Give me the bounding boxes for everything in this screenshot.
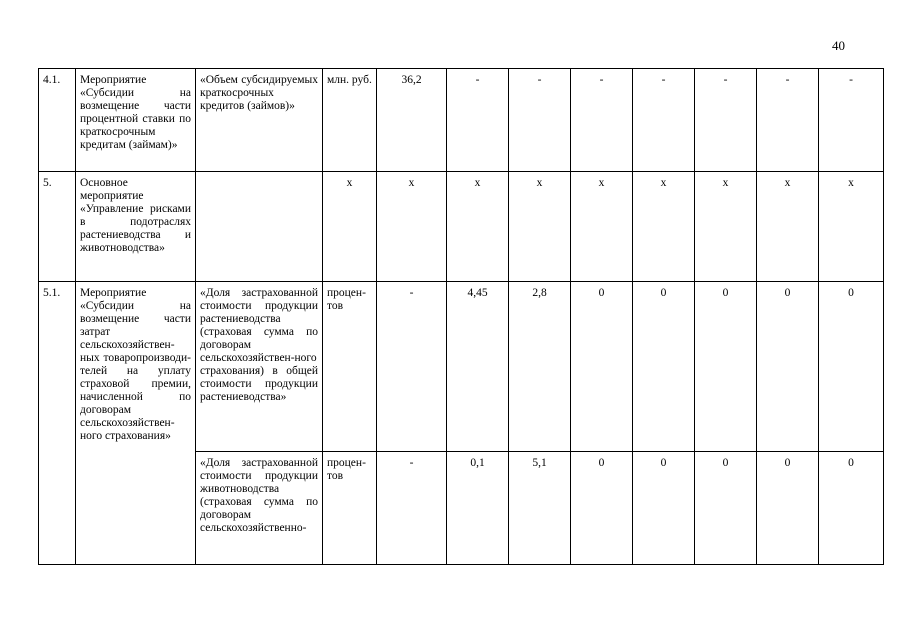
value-cell: -: [819, 69, 884, 172]
value-cell: х: [447, 172, 509, 282]
measure-name: Основное мероприятие «Управление рисками в подотраслях растениеводства и животноводства»: [76, 172, 196, 282]
value-cell: х: [509, 172, 571, 282]
value-cell: 0: [819, 282, 884, 452]
value-cell: 0: [633, 282, 695, 452]
value-cell: 5,1: [509, 452, 571, 565]
value-cell: х: [377, 172, 447, 282]
unit-cell: процен-тов: [323, 282, 377, 452]
indicator-name: [196, 172, 323, 282]
row-number: 5.: [39, 172, 76, 282]
value-cell: -: [633, 69, 695, 172]
value-cell: 36,2: [377, 69, 447, 172]
value-cell: -: [757, 69, 819, 172]
unit-cell: процен-тов: [323, 452, 377, 565]
value-cell: 0: [695, 452, 757, 565]
value-cell: -: [377, 452, 447, 565]
row-number: 4.1.: [39, 69, 76, 172]
table-row: [39, 69, 884, 172]
measure-name: Мероприятие «Субсидии на возмещение части процентной ставки по краткосрочным кредитам (займам)»: [76, 69, 196, 172]
indicator-name: «Объем субсидируемых краткосрочных кредитов (займов)»: [196, 69, 323, 172]
value-cell: 4,45: [447, 282, 509, 452]
value-cell: 0: [633, 452, 695, 565]
value-cell: -: [509, 69, 571, 172]
value-cell: х: [757, 172, 819, 282]
value-cell: -: [695, 69, 757, 172]
table-row: [39, 282, 884, 452]
row-number: 5.1.: [39, 282, 76, 565]
unit-cell: млн. руб.: [323, 69, 377, 172]
value-cell: -: [377, 282, 447, 452]
value-cell: 0: [757, 282, 819, 452]
value-cell: 0: [571, 282, 633, 452]
value-cell: х: [819, 172, 884, 282]
value-cell: х: [633, 172, 695, 282]
table-row: [39, 172, 884, 282]
value-cell: -: [447, 69, 509, 172]
value-cell: х: [695, 172, 757, 282]
measure-name: Мероприятие «Субсидии на возмещение части затрат сельскохозяйствен-ных товаропроизводи-телей на уплату страховой премии, начисленной по договорам сельскохозяйствен-ного страхования»: [76, 282, 196, 565]
indicator-name: «Доля застрахованной стоимости продукции животноводства (страховая сумма по договорам сельскохозяйственно-: [196, 452, 323, 565]
value-cell: 0,1: [447, 452, 509, 565]
indicators-table: [38, 68, 884, 565]
value-cell: 0: [695, 282, 757, 452]
value-cell: 0: [757, 452, 819, 565]
unit-cell: х: [323, 172, 377, 282]
indicator-name: «Доля застрахованной стоимости продукции растениеводства (страховая сумма по договорам сельскохозяйствен-ного страхования) в общей стоимости продукции растениеводства»: [196, 282, 323, 452]
value-cell: 2,8: [509, 282, 571, 452]
page-number: 40: [832, 38, 845, 53]
value-cell: -: [571, 69, 633, 172]
value-cell: х: [571, 172, 633, 282]
value-cell: 0: [571, 452, 633, 565]
value-cell: 0: [819, 452, 884, 565]
